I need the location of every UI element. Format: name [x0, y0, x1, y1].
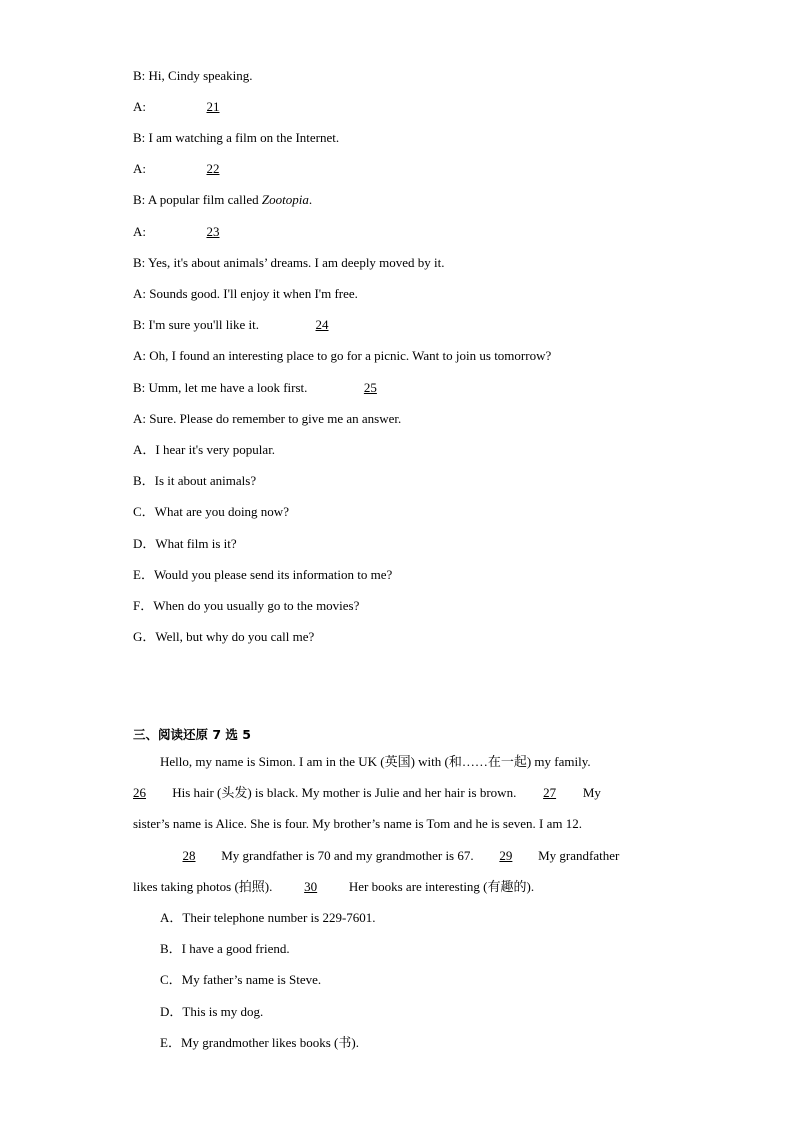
option-item: A．Their telephone number is 229-7601.: [160, 910, 376, 925]
blank-24[interactable]: 24: [315, 317, 329, 332]
passage-line-4: 28 My grandfather is 70 and my grandmother is 67. 29 My grandfather: [160, 848, 619, 864]
blank-25[interactable]: 25: [363, 380, 377, 395]
dialogue-line-8: A: Sounds good. I'll enjoy it when I'm free.: [133, 286, 358, 301]
film-title: Zootopia: [261, 192, 309, 207]
blank-27[interactable]: 27: [543, 785, 557, 800]
option-item: B．I have a good friend.: [160, 941, 290, 956]
dialogue-line-4: A: 22: [133, 161, 270, 177]
blank-26[interactable]: 26: [133, 785, 146, 800]
dialogue-line-6: A: 23: [133, 224, 270, 240]
passage-line-5: likes taking photos (拍照). 30 Her books are interesting (有趣的).: [133, 879, 535, 894]
passage-line-1: Hello, my name is Simon. I am in the UK (英国) with (和……在一起) my family.: [160, 754, 591, 769]
dialogue-line-3: B: I am watching a film on the Internet.: [133, 130, 340, 145]
dialogue-line-5: B: A popular film called Zootopia.: [133, 192, 313, 207]
blank-28[interactable]: 28: [182, 848, 196, 863]
blank-22[interactable]: 22: [206, 161, 220, 176]
dialogue-line-2: A: 21: [133, 99, 270, 115]
blank-23[interactable]: 23: [206, 224, 220, 239]
dialogue-line-9: B: I'm sure you'll like it. 24: [133, 317, 379, 333]
option-item: E．My grandmother likes books (书).: [160, 1035, 359, 1050]
section-heading: 三、阅读还原 7 选 5: [133, 727, 251, 742]
dialogue-line-7: B: Yes, it's about animals’ dreams. I am deeply moved by it.: [133, 255, 445, 270]
dialogue-line-1: B: Hi, Cindy speaking.: [133, 68, 253, 83]
option-item: C．What are you doing now?: [133, 504, 289, 519]
option-item: B．Is it about animals?: [133, 473, 257, 488]
dialogue-line-12: A: Sure. Please do remember to give me an answer.: [133, 411, 402, 426]
option-item: D．What film is it?: [133, 536, 237, 551]
passage-line-2: 26 His hair (头发) is black. My mother is Julie and her hair is brown. 27 My: [133, 785, 601, 800]
dialogue-line-10: A: Oh, I found an interesting place to go for a picnic. Want to join us tomorrow?: [133, 348, 552, 363]
blank-29[interactable]: 29: [499, 848, 513, 863]
option-item: A．I hear it's very popular.: [133, 442, 276, 457]
option-item: C．My father’s name is Steve.: [160, 972, 322, 987]
option-item: D．This is my dog.: [160, 1004, 264, 1019]
dialogue-line-11: B: Umm, let me have a look first. 25: [133, 380, 427, 396]
option-item: E．Would you please send its information to me?: [133, 567, 393, 582]
option-item: G．Well, but why do you call me?: [133, 629, 315, 644]
option-item: F．When do you usually go to the movies?: [133, 598, 360, 613]
blank-30[interactable]: 30: [304, 879, 318, 894]
blank-21[interactable]: 21: [206, 99, 220, 114]
passage-line-3: sister’s name is Alice. She is four. My brother’s name is Tom and he is seven. I am 12.: [133, 816, 582, 831]
